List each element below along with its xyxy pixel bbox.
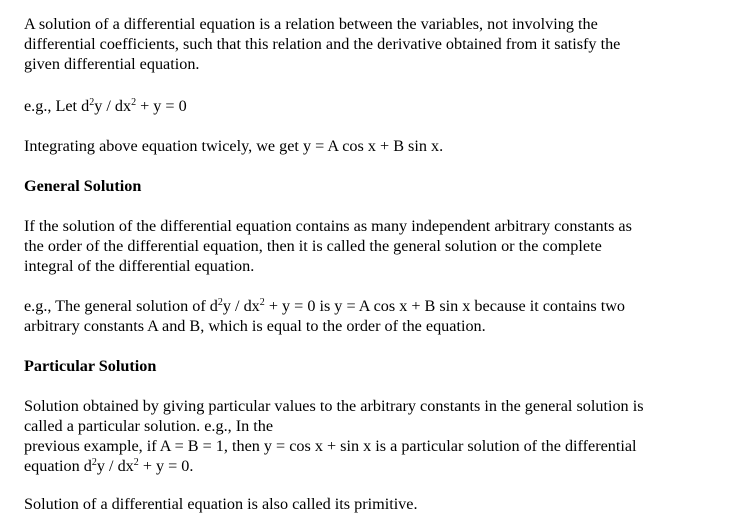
integration-statement: Integrating above equation twicely, we get y = A cos x + B sin x. xyxy=(24,137,444,155)
particular-def-line-1: Solution obtained by giving particular values to the arbitrary constants in the general solution is xyxy=(24,397,644,415)
general-solution-heading: General Solution xyxy=(24,177,142,195)
example-equation: e.g., Let $d^2y / dx^2 + y = 0$ xyxy=(24,97,187,115)
particular-def-line-4: equation $d^2y / dx^2 + y = 0$. xyxy=(24,457,194,475)
definition-line-3: given differential equation. xyxy=(24,55,200,73)
general-def-line-2: the order of the differential equation, then it is called the general solution or the complete xyxy=(24,237,602,255)
general-example-line-1: e.g., The general solution of $d^2y / dx^2 + y = 0$ is y = A cos x + B sin x because it contains two xyxy=(24,297,626,315)
general-def-line-1: If the solution of the differential equation contains as many independent arbitrary constants as xyxy=(24,217,632,235)
particular-solution-heading: Particular Solution xyxy=(24,357,157,375)
particular-def-line-2: called a particular solution. e.g., In the xyxy=(24,417,274,435)
particular-def-line-3: previous example, if A = B = 1, then y = cos x + sin x is a particular solution of the differential xyxy=(24,437,637,455)
general-def-line-3: integral of the differential equation. xyxy=(24,257,255,275)
primitive-statement: Solution of a differential equation is also called its primitive. xyxy=(24,495,418,513)
definition-line-2: differential coefficients, such that this relation and the derivative obtained from it satisfy the xyxy=(24,35,621,53)
general-example-line-2: arbitrary constants A and B, which is equal to the order of the equation. xyxy=(24,317,486,335)
definition-line-1: A solution of a differential equation is a relation between the variables, not involving the xyxy=(24,15,598,33)
